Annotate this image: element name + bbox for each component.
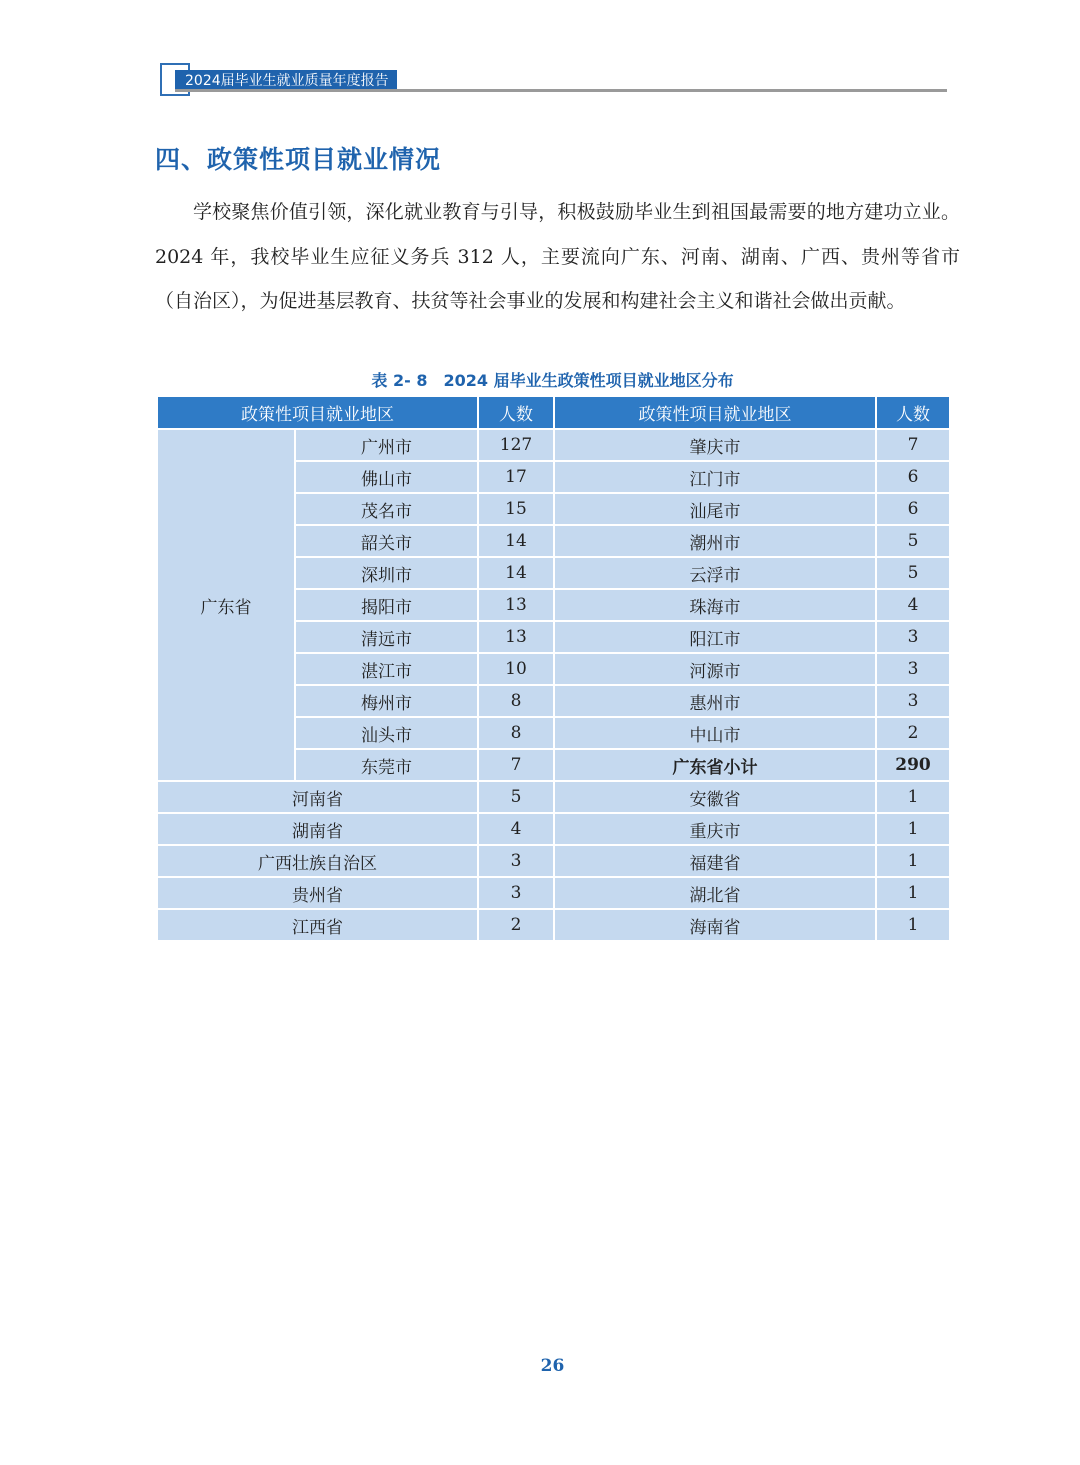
count-cell: 14: [478, 557, 554, 589]
distribution-table: [156, 395, 951, 942]
region-cell: 湖北省: [554, 877, 876, 909]
city-cell: 广州市: [295, 429, 478, 461]
table-row: [157, 429, 950, 461]
page-number: 26: [540, 1356, 565, 1376]
count-cell: 7: [876, 429, 950, 461]
count-cell: 4: [478, 813, 554, 845]
table-row: [157, 781, 950, 813]
count-cell: 4: [876, 589, 950, 621]
city-cell: 珠海市: [554, 589, 876, 621]
count-cell: 1: [876, 909, 950, 941]
city-cell: 梅州市: [295, 685, 478, 717]
region-cell: 河南省: [157, 781, 478, 813]
count-cell: 10: [478, 653, 554, 685]
count-cell: 5: [876, 557, 950, 589]
count-cell: 2: [876, 717, 950, 749]
region-cell: 湖南省: [157, 813, 478, 845]
count-cell: 13: [478, 589, 554, 621]
count-cell: 127: [478, 429, 554, 461]
city-cell: 阳江市: [554, 621, 876, 653]
count-cell: 3: [876, 685, 950, 717]
header-count-2: 人数: [876, 396, 950, 429]
header-rule: [175, 89, 947, 92]
subtotal-label: 广东省小计: [554, 749, 876, 781]
city-cell: 肇庆市: [554, 429, 876, 461]
region-cell: 安徽省: [554, 781, 876, 813]
section-title: 四、政策性项目就业情况: [155, 145, 442, 174]
city-cell: 湛江市: [295, 653, 478, 685]
region-cell: 福建省: [554, 845, 876, 877]
region-cell: 海南省: [554, 909, 876, 941]
count-cell: 3: [876, 653, 950, 685]
report-header-title: 2024届毕业生就业质量年度报告: [175, 70, 397, 92]
subtotal-value: 290: [876, 749, 950, 781]
city-cell: 潮州市: [554, 525, 876, 557]
header-count: 人数: [478, 396, 554, 429]
city-cell: 惠州市: [554, 685, 876, 717]
count-cell: 5: [478, 781, 554, 813]
city-cell: 揭阳市: [295, 589, 478, 621]
table-row: [157, 845, 950, 877]
city-cell: 佛山市: [295, 461, 478, 493]
count-cell: 13: [478, 621, 554, 653]
count-cell: 15: [478, 493, 554, 525]
city-cell: 东莞市: [295, 749, 478, 781]
count-cell: 14: [478, 525, 554, 557]
table-row: [157, 909, 950, 941]
region-cell: 广西壮族自治区: [157, 845, 478, 877]
header-region: 政策性项目就业地区: [157, 396, 478, 429]
city-cell: 云浮市: [554, 557, 876, 589]
count-cell: 1: [876, 845, 950, 877]
city-cell: 汕头市: [295, 717, 478, 749]
count-cell: 5: [876, 525, 950, 557]
count-cell: 6: [876, 461, 950, 493]
table-row: [157, 813, 950, 845]
city-cell: 汕尾市: [554, 493, 876, 525]
city-cell: 中山市: [554, 717, 876, 749]
count-cell: 1: [876, 813, 950, 845]
city-cell: 江门市: [554, 461, 876, 493]
city-cell: 深圳市: [295, 557, 478, 589]
table-header-row: [157, 396, 950, 429]
count-cell: 3: [478, 877, 554, 909]
region-cell: 江西省: [157, 909, 478, 941]
header-region-2: 政策性项目就业地区: [554, 396, 876, 429]
count-cell: 7: [478, 749, 554, 781]
count-cell: 6: [876, 493, 950, 525]
count-cell: 17: [478, 461, 554, 493]
city-cell: 清远市: [295, 621, 478, 653]
body-paragraph: 学校聚焦价值引领，深化就业教育与引导，积极鼓励毕业生到祖国最需要的地方建功立业。2024 年，我校毕业生应征义务兵 312 人，主要流向广东、河南、湖南、广西、贵州等省市（自治区），为促进基层教育、扶贫等社会事业的发展和构建社会主义和谐社会做出贡献。: [155, 201, 960, 313]
count-cell: 2: [478, 909, 554, 941]
table-row: [157, 877, 950, 909]
city-cell: 韶关市: [295, 525, 478, 557]
city-cell: 茂名市: [295, 493, 478, 525]
region-cell: 贵州省: [157, 877, 478, 909]
city-cell: 河源市: [554, 653, 876, 685]
count-cell: 8: [478, 685, 554, 717]
province-cell: 广东省: [157, 429, 295, 781]
count-cell: 3: [478, 845, 554, 877]
region-cell: 重庆市: [554, 813, 876, 845]
count-cell: 1: [876, 877, 950, 909]
count-cell: 3: [876, 621, 950, 653]
table-caption: 表 2- 8 2024 届毕业生政策性项目就业地区分布: [371, 371, 734, 390]
count-cell: 8: [478, 717, 554, 749]
count-cell: 1: [876, 781, 950, 813]
